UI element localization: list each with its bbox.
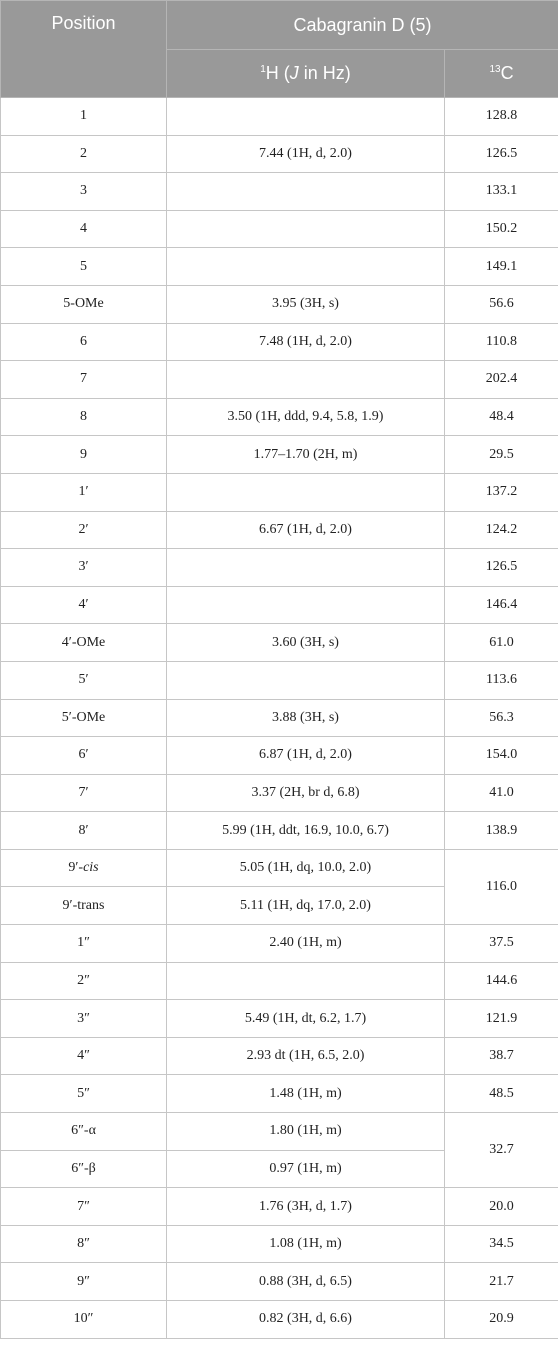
- table-body: [1, 98, 558, 1339]
- cell-13c-shift: 32.7: [445, 1113, 558, 1188]
- cell-1h-shift: [167, 473, 445, 511]
- cell-position: 8′: [1, 812, 167, 850]
- cell-1h-shift: 7.44 (1H, d, 2.0): [167, 135, 445, 173]
- cell-position: 6: [1, 323, 167, 361]
- cell-position: 3′: [1, 549, 167, 587]
- cell-13c-shift: 150.2: [445, 210, 558, 248]
- table-row: [1, 812, 558, 850]
- cell-1h-shift: 0.82 (3H, d, 6.6): [167, 1301, 445, 1339]
- cell-position: 4: [1, 210, 167, 248]
- cell-13c-shift: 61.0: [445, 624, 558, 662]
- table-row: [1, 511, 558, 549]
- table-row: [1, 173, 558, 211]
- cell-13c-shift: 126.5: [445, 549, 558, 587]
- cell-13c-shift: 48.5: [445, 1075, 558, 1113]
- cell-13c-shift: 124.2: [445, 511, 558, 549]
- cell-13c-shift: 154.0: [445, 737, 558, 775]
- table-row: [1, 1000, 558, 1038]
- table-row: [1, 586, 558, 624]
- table-row: [1, 248, 558, 286]
- table-row: [1, 774, 558, 812]
- cell-1h-shift: 7.48 (1H, d, 2.0): [167, 323, 445, 361]
- table-row: [1, 1225, 558, 1263]
- table-row: [1, 699, 558, 737]
- cell-1h-shift: 2.40 (1H, m): [167, 925, 445, 963]
- table-row: [1, 473, 558, 511]
- cell-position: 3: [1, 173, 167, 211]
- table-row: [1, 398, 558, 436]
- cell-1h-shift: [167, 586, 445, 624]
- table-row: [1, 98, 558, 136]
- table-row: [1, 361, 558, 399]
- cell-1h-shift: 0.88 (3H, d, 6.5): [167, 1263, 445, 1301]
- cell-1h-shift: 5.99 (1H, ddt, 16.9, 10.0, 6.7): [167, 812, 445, 850]
- cell-13c-shift: 128.8: [445, 98, 558, 136]
- cell-1h-shift: [167, 962, 445, 1000]
- table-row: [1, 1263, 558, 1301]
- cell-1h-shift: [167, 248, 445, 286]
- cell-position: 7″: [1, 1188, 167, 1226]
- cell-1h-shift: 1.80 (1H, m): [167, 1113, 445, 1151]
- table-row: [1, 925, 558, 963]
- cell-position: 8″: [1, 1225, 167, 1263]
- cell-position: 2″: [1, 962, 167, 1000]
- table-row: [1, 285, 558, 323]
- cell-1h-shift: 0.97 (1H, m): [167, 1150, 445, 1188]
- cell-13c-shift: 37.5: [445, 925, 558, 963]
- cell-13c-shift: 20.9: [445, 1301, 558, 1339]
- cell-1h-shift: 5.11 (1H, dq, 17.0, 2.0): [167, 887, 445, 925]
- cell-13c-shift: 110.8: [445, 323, 558, 361]
- cell-position: 9″: [1, 1263, 167, 1301]
- cell-13c-shift: 56.6: [445, 285, 558, 323]
- cell-1h-shift: [167, 549, 445, 587]
- table-row: [1, 737, 558, 775]
- cell-position: 5″: [1, 1075, 167, 1113]
- cell-position: 6″-β: [1, 1150, 167, 1188]
- table-row: [1, 1037, 558, 1075]
- table-row: [1, 624, 558, 662]
- cell-13c-shift: 121.9: [445, 1000, 558, 1038]
- table-row: [1, 849, 558, 887]
- table-row: [1, 323, 558, 361]
- cell-13c-shift: 133.1: [445, 173, 558, 211]
- cell-13c-shift: 48.4: [445, 398, 558, 436]
- table-row: [1, 1301, 558, 1339]
- cell-1h-shift: 5.49 (1H, dt, 6.2, 1.7): [167, 1000, 445, 1038]
- cell-1h-shift: 3.50 (1H, ddd, 9.4, 5.8, 1.9): [167, 398, 445, 436]
- cell-position: 6″-α: [1, 1113, 167, 1151]
- cell-1h-shift: 6.67 (1H, d, 2.0): [167, 511, 445, 549]
- cell-position: 6′: [1, 737, 167, 775]
- table-row: [1, 549, 558, 587]
- cell-position: 1″: [1, 925, 167, 963]
- table-row: [1, 210, 558, 248]
- cell-position: 4′-OMe: [1, 624, 167, 662]
- cell-position: 5′-OMe: [1, 699, 167, 737]
- cell-13c-shift: 113.6: [445, 661, 558, 699]
- cell-position: 5′: [1, 661, 167, 699]
- cell-position: 9′-cis: [1, 849, 167, 887]
- cell-13c-shift: 138.9: [445, 812, 558, 850]
- cell-13c-shift: 149.1: [445, 248, 558, 286]
- cell-position: 9′-trans: [1, 887, 167, 925]
- cell-13c-shift: 41.0: [445, 774, 558, 812]
- cell-1h-shift: [167, 98, 445, 136]
- header-13c: $^{13}$C: [445, 50, 558, 98]
- cell-position: 4″: [1, 1037, 167, 1075]
- cell-position: 7′: [1, 774, 167, 812]
- cell-position: 4′: [1, 586, 167, 624]
- cell-13c-shift: 21.7: [445, 1263, 558, 1301]
- cell-13c-shift: 126.5: [445, 135, 558, 173]
- table-row: [1, 962, 558, 1000]
- cell-1h-shift: 1.48 (1H, m): [167, 1075, 445, 1113]
- table-row: [1, 436, 558, 474]
- cell-13c-shift: 20.0: [445, 1188, 558, 1226]
- cell-1h-shift: 1.08 (1H, m): [167, 1225, 445, 1263]
- cell-1h-shift: 5.05 (1H, dq, 10.0, 2.0): [167, 849, 445, 887]
- cell-13c-shift: 29.5: [445, 436, 558, 474]
- cell-1h-shift: [167, 173, 445, 211]
- header-position: Position: [1, 1, 167, 98]
- cell-13c-shift: 56.3: [445, 699, 558, 737]
- cell-1h-shift: 3.60 (3H, s): [167, 624, 445, 662]
- cell-13c-shift: 34.5: [445, 1225, 558, 1263]
- cell-13c-shift: 146.4: [445, 586, 558, 624]
- cell-position: 7: [1, 361, 167, 399]
- cell-position: 2: [1, 135, 167, 173]
- table-row: [1, 1075, 558, 1113]
- table-row: [1, 1188, 558, 1226]
- cell-1h-shift: 6.87 (1H, d, 2.0): [167, 737, 445, 775]
- cell-position: 3″: [1, 1000, 167, 1038]
- table-row: [1, 1113, 558, 1151]
- cell-position: 1′: [1, 473, 167, 511]
- cell-1h-shift: [167, 210, 445, 248]
- cell-position: 10″: [1, 1301, 167, 1339]
- header-1h: $^1$H (J in Hz): [167, 50, 445, 98]
- cell-13c-shift: 137.2: [445, 473, 558, 511]
- cell-1h-shift: [167, 361, 445, 399]
- cell-position: 5: [1, 248, 167, 286]
- cell-1h-shift: 1.77–1.70 (2H, m): [167, 436, 445, 474]
- table-row: [1, 135, 558, 173]
- cell-position: 5-OMe: [1, 285, 167, 323]
- cell-1h-shift: 3.88 (3H, s): [167, 699, 445, 737]
- cell-position: 8: [1, 398, 167, 436]
- cell-position: 9: [1, 436, 167, 474]
- cell-1h-shift: 2.93 dt (1H, 6.5, 2.0): [167, 1037, 445, 1075]
- cell-1h-shift: 3.95 (3H, s): [167, 285, 445, 323]
- cell-1h-shift: 1.76 (3H, d, 1.7): [167, 1188, 445, 1226]
- cell-1h-shift: 3.37 (2H, br d, 6.8): [167, 774, 445, 812]
- table-row: [1, 661, 558, 699]
- cell-13c-shift: 116.0: [445, 849, 558, 924]
- cell-13c-shift: 38.7: [445, 1037, 558, 1075]
- cell-position: 1: [1, 98, 167, 136]
- cell-1h-shift: [167, 661, 445, 699]
- cell-position: 2′: [1, 511, 167, 549]
- header-compound: Cabagranin D (5): [167, 1, 558, 50]
- cell-13c-shift: 144.6: [445, 962, 558, 1000]
- cell-13c-shift: 202.4: [445, 361, 558, 399]
